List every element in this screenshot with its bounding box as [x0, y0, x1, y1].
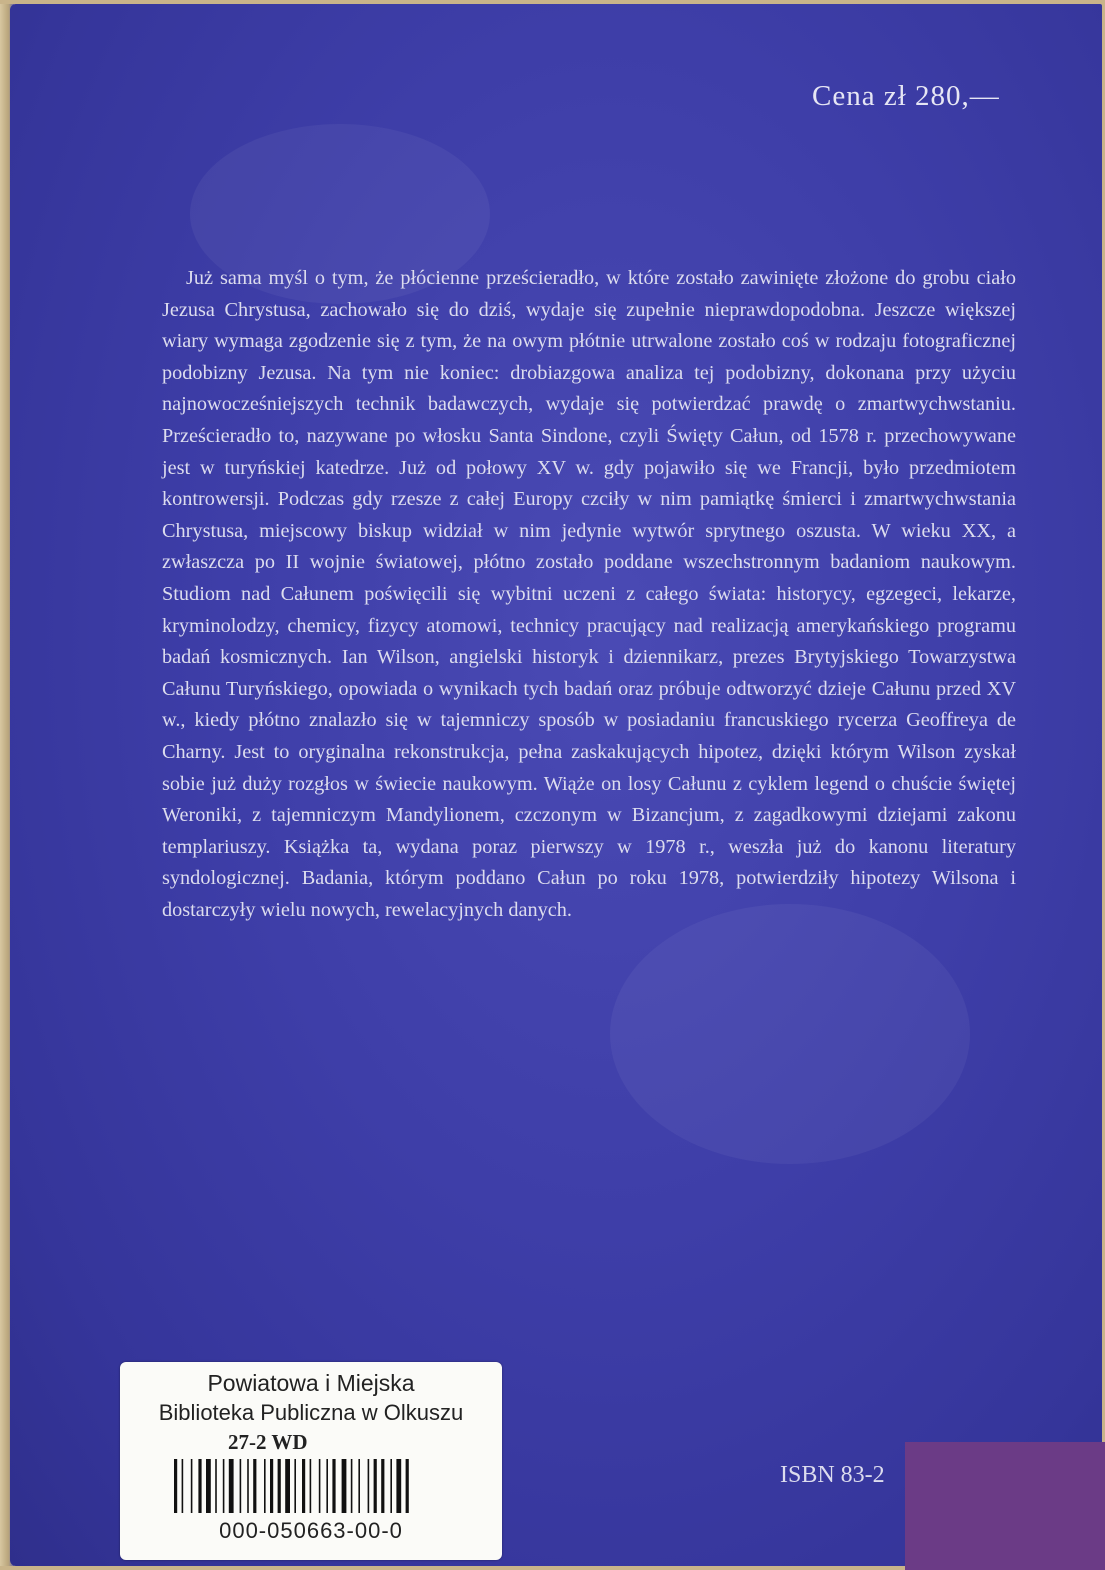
barcode-bar: [182, 1459, 184, 1513]
barcode-bar: [342, 1459, 347, 1513]
barcode-bar: [374, 1459, 377, 1513]
barcode-bar: [198, 1459, 201, 1513]
purple-sticker: [905, 1442, 1105, 1570]
barcode-bar: [390, 1459, 392, 1513]
barcode-bar: [270, 1459, 273, 1513]
barcode-bar: [396, 1459, 401, 1513]
library-label: [120, 1362, 502, 1560]
barcode-bar: [264, 1459, 266, 1513]
barcode-bar: [302, 1459, 305, 1513]
barcode-bar: [215, 1459, 217, 1513]
barcode-bar: [229, 1459, 234, 1513]
barcode-bar: [253, 1459, 256, 1513]
barcode-bar: [310, 1459, 312, 1513]
isbn-text: ISBN 83-2: [780, 1462, 885, 1488]
price-label: Cena zł 280,—: [812, 80, 1000, 112]
barcode-bar: [278, 1459, 281, 1513]
barcode-bar: [174, 1459, 177, 1513]
barcode-bar: [332, 1459, 335, 1513]
barcode-bar: [285, 1459, 290, 1513]
call-number: 27-2 WD: [228, 1430, 308, 1454]
barcode-bar: [223, 1459, 225, 1513]
barcode-bar: [326, 1459, 328, 1513]
barcode-bar: [294, 1459, 296, 1513]
barcode-bar: [247, 1459, 249, 1513]
barcode-bar: [351, 1459, 353, 1513]
barcode-bar: [191, 1459, 193, 1513]
barcode-bar: [206, 1459, 211, 1513]
barcode-bar: [319, 1459, 321, 1513]
barcode-icon: [172, 1459, 454, 1513]
cover-wear: [610, 904, 970, 1164]
library-name-line2: Biblioteka Publiczna w Olkuszu: [158, 1400, 464, 1425]
barcode-bar: [406, 1459, 409, 1513]
barcode-bar: [381, 1459, 384, 1513]
barcode-bar: [358, 1459, 360, 1513]
cover-blurb: Już sama myśl o tym, że płócienne prześcieradło, w które zostało zawinięte złożone do grobu ciało Jezusa Chrystusa, zachowało się do dziś, wydaje się zupełnie nieprawdopodobna. Jeszcze większej wiary wymaga zgodzenie się z tym, że na owym płótnie utrwalone zostało coś w rodzaju fotograficznej podobizny Jezusa. Na tym nie koniec: drobiazgowa analiza tej podobizny, dokonana przy użyciu najnowocześniejszych technik badawczych, wydaje się potwierdzać prawdę o zmartwychwstaniu. Prześcieradło to, nazywane po włosku Santa Sindone, czyli Święty Całun, od 1578 r. przechowywane jest w turyńskiej katedrze. Już od połowy XV w. gdy pojawiło się we Francji, było przedmiotem kontrowersji. Podczas gdy rzesze z całej Europy czciły w nim pamiątkę śmierci i zmartwychwstania Chrystusa, miejscowy biskup widział w nim jedynie wytwór sprytnego oszusta. W wieku XX, a zwłaszcza po II wojnie światowej, płótno zostało poddane wszechstronnym badaniom naukowym. Studiom nad Całunem poświęcili się wybitni uczeni z całego świata: historycy, egzegeci, lekarze, kryminolodzy, chemicy, fizycy atomowi, technicy pracujący nad realizacją amerykańskiego programu badań kosmicznych. Ian Wilson, angielski historyk i dziennikarz, prezes Brytyjskiego Towarzystwa Całunu Turyńskiego, opowiada o wynikach tych badań oraz próbuje odtworzyć dzieje Całunu przed XV w., kiedy płótno znalazło się w tajemniczy sposób w posiadaniu francuskiego rycerza Geoffreya de Charny. Jest to oryginalna rekonstrukcja, pełna zaskakujących hipotez, dzięki którym Wilson zyskał sobie już duży rozgłos w świecie naukowym. Wiąże on losy Całunu z cyklem legend o chuście świętej Weroniki, z tajemniczym Mandylionem, czczonym w Bizancjum, z zagadkowymi dziejami zakonu templariuszy. Książka ta, wydana poraz pierwszy w 1978 r., weszła już do kanonu literatury syndologicznej. Badania, którym poddano Całun po roku 1978, potwierdziły hipotezy Wilsona i dostarczyły wielu nowych, rewelacyjnych danych.: [162, 267, 1016, 921]
barcode-bar: [240, 1459, 242, 1513]
barcode-bar: [368, 1459, 370, 1513]
barcode-number: 000-050663-00-0: [219, 1518, 403, 1543]
library-name-line1: Powiatowa i Miejska: [207, 1370, 415, 1396]
